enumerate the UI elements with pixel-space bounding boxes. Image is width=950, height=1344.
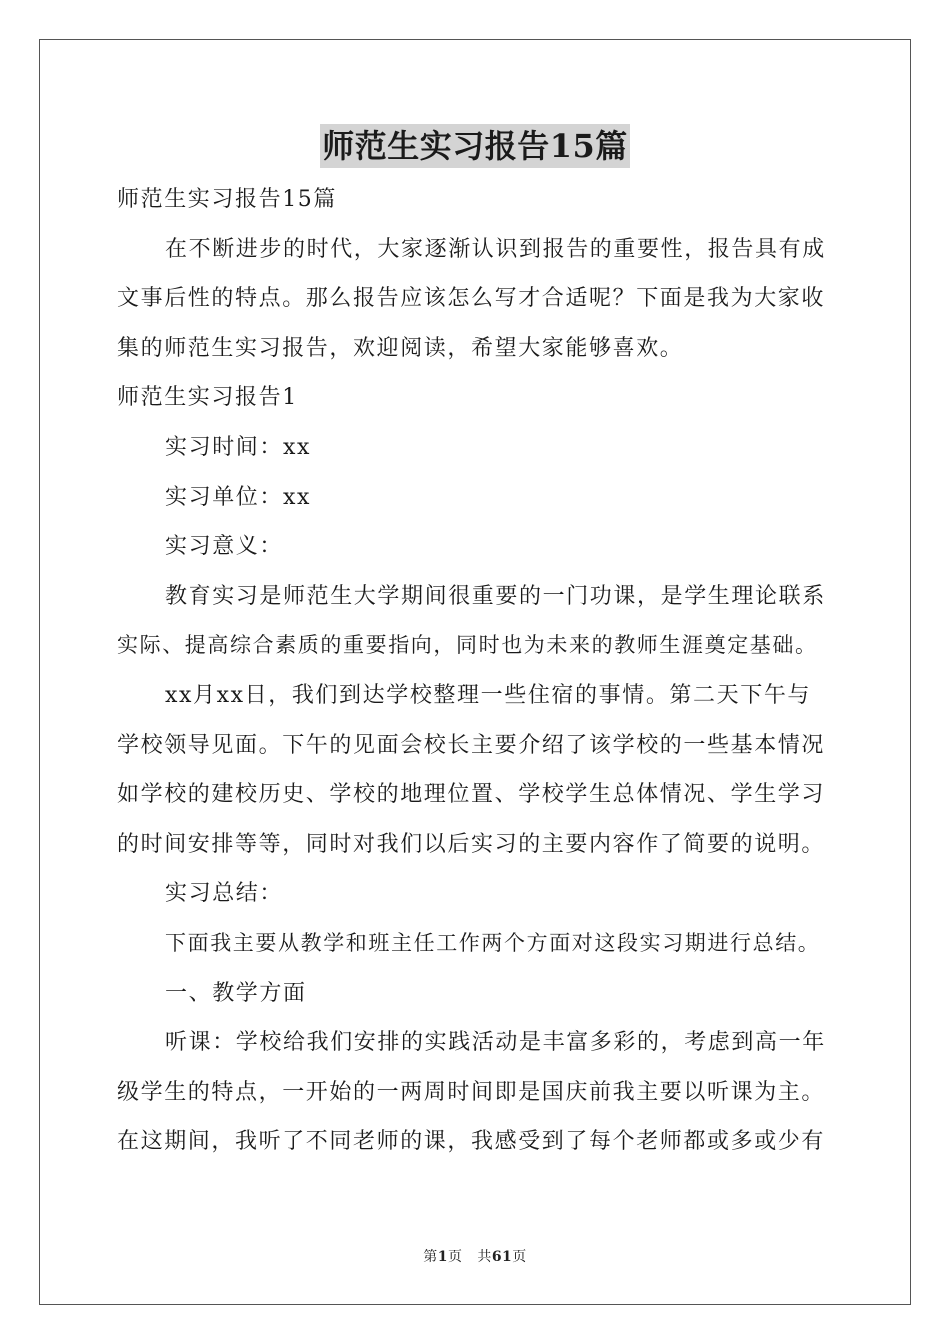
- section-heading: 师范生实习报告1: [117, 385, 298, 411]
- paragraph-line: 教育实习是师范生大学期间很重要的一门功课，是学生理论联系: [165, 583, 826, 609]
- paragraph-line: 集的师范生实习报告，欢迎阅读，希望大家能够喜欢。: [117, 335, 684, 361]
- paragraph-line: 一、教学方面: [165, 980, 307, 1006]
- document-title-block: [0, 124, 950, 172]
- paragraph-line: 级学生的特点，一开始的一两周时间即是国庆前我主要以听课为主。: [117, 1079, 826, 1105]
- total-pages: 61: [491, 1249, 513, 1265]
- paragraph-line: 文事后性的特点。那么报告应该怎么写才合适呢？下面是我为大家收: [117, 286, 826, 312]
- paragraph-line: 在不断进步的时代，大家逐渐认识到报告的重要性，报告具有成: [165, 236, 826, 262]
- subtitle-line: 师范生实习报告15篇: [117, 187, 337, 212]
- paragraph-line: 学校领导见面。下午的见面会校长主要介绍了该学校的一些基本情况: [117, 732, 826, 758]
- page-footer: [0, 1246, 950, 1266]
- page-suffix: 页: [447, 1249, 463, 1265]
- paragraph-line: 如学校的建校历史、学校的地理位置、学校学生总体情况、学生学习: [117, 782, 826, 808]
- paragraph-line: 实习时间：xx: [165, 434, 312, 460]
- total-prefix: 共: [477, 1249, 492, 1265]
- document-title: 师范生实习报告15篇: [320, 124, 630, 168]
- paragraph-line: 实习意义：: [165, 534, 284, 560]
- paragraph-line: 实际、提高综合素质的重要指向，同时也为未来的教师生涯奠定基础。: [117, 633, 818, 658]
- page-number: 1: [437, 1249, 448, 1265]
- paragraph-line: 实习单位：xx: [165, 484, 312, 510]
- paragraph-line: 下面我主要从教学和班主任工作两个方面对这段实习期进行总结。: [165, 930, 821, 955]
- paragraph-line: 听课：学校给我们安排的实践活动是丰富多彩的，考虑到高一年: [165, 1030, 826, 1056]
- paragraph-line: xx月xx日，我们到达学校整理一些住宿的事情。第二天下午与: [165, 682, 812, 708]
- paragraph-line: 的时间安排等等，同时对我们以后实习的主要内容作了简要的说明。: [117, 831, 826, 857]
- total-suffix: 页: [512, 1249, 527, 1265]
- document-body: [117, 175, 837, 1167]
- paragraph-line: 实习总结：: [165, 881, 284, 907]
- page-prefix: 第: [423, 1249, 438, 1265]
- paragraph-line: 在这期间，我听了不同老师的课，我感受到了每个老师都或多或少有: [117, 1129, 826, 1155]
